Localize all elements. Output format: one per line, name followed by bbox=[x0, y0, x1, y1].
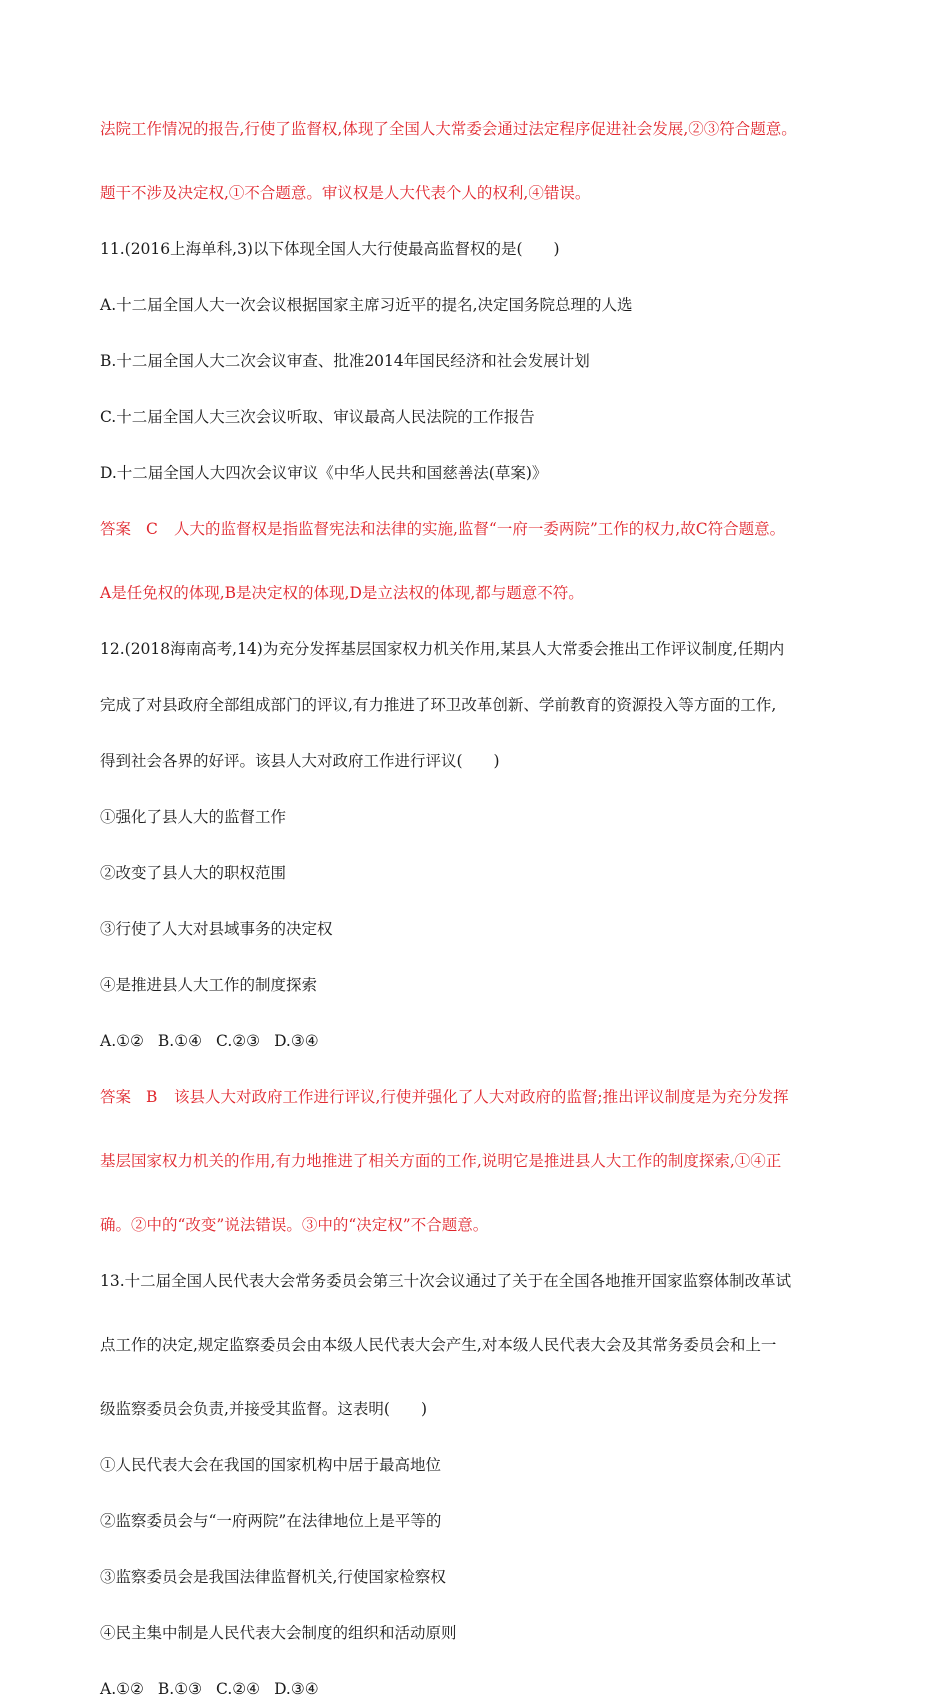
q13-statement-2: ②监察委员会与“一府两院”在法律地位上是平等的 bbox=[100, 1512, 442, 1530]
q12-answer bbox=[100, 1087, 880, 1107]
q12-choices bbox=[100, 1031, 880, 1051]
q11-stem: 11.(2016上海单科,3)以下体现全国人大行使最高监督权的是( ) bbox=[100, 240, 560, 258]
q12-answer-label: 答案 bbox=[100, 1088, 132, 1106]
q12-statement-2: ②改变了县人大的职权范围 bbox=[100, 864, 287, 882]
q12-explanation-3: 确。②中的“改变”说法错误。③中的“决定权”不合题意。 bbox=[100, 1216, 489, 1234]
q13-choice-a: A.①② bbox=[100, 1680, 144, 1698]
q12-answer-letter: B bbox=[146, 1088, 158, 1106]
q12-stem-3: 得到社会各界的好评。该县人大对政府工作进行评议( ) bbox=[100, 752, 500, 770]
prev-explanation-line-1: 法院工作情况的报告,行使了监督权,体现了全国人大常委会通过法定程序促进社会发展,②③符合题意。 bbox=[100, 120, 797, 138]
q13-statement-4: ④民主集中制是人民代表大会制度的组织和活动原则 bbox=[100, 1624, 457, 1642]
q13-statement-3: ③监察委员会是我国法律监督机关,行使国家检察权 bbox=[100, 1568, 446, 1586]
q12-explanation-2: 基层国家权力机关的作用,有力地推进了相关方面的工作,说明它是推进县人大工作的制度探索,①④正 bbox=[100, 1152, 782, 1170]
q12-stem-2: 完成了对县政府全部组成部门的评议,有力推进了环卫改革创新、学前教育的资源投入等方面的工作, bbox=[100, 696, 777, 714]
q11-answer-label: 答案 bbox=[100, 520, 132, 538]
q12-stem-1: 12.(2018海南高考,14)为充分发挥基层国家权力机关作用,某县人大常委会推出工作评议制度,任期内 bbox=[100, 640, 785, 658]
q11-explanation-1: 人大的监督权是指监督宪法和法律的实施,监督“一府一委两院”工作的权力,故C符合题意。 bbox=[174, 520, 786, 538]
q11-option-d: D.十二届全国人大四次会议审议《中华人民共和国慈善法(草案)》 bbox=[100, 464, 548, 482]
q11-option-c: C.十二届全国人大三次会议听取、审议最高人民法院的工作报告 bbox=[100, 408, 535, 426]
q12-statement-3: ③行使了人大对县域事务的决定权 bbox=[100, 920, 333, 938]
q11-answer bbox=[100, 519, 880, 539]
q13-stem-2: 点工作的决定,规定监察委员会由本级人民代表大会产生,对本级人民代表大会及其常务委员会和上一 bbox=[100, 1336, 777, 1354]
q12-choice-d: D.③④ bbox=[274, 1032, 319, 1050]
q12-choice-b: B.①④ bbox=[157, 1032, 203, 1050]
q13-statement-1: ①人民代表大会在我国的国家机构中居于最高地位 bbox=[100, 1456, 442, 1474]
q12-statement-4: ④是推进县人大工作的制度探索 bbox=[100, 976, 318, 994]
q13-choice-b: B.①③ bbox=[157, 1680, 203, 1698]
q13-choices bbox=[100, 1679, 880, 1699]
q12-explanation-1: 该县人大对政府工作进行评议,行使并强化了人大对政府的监督;推出评议制度是为充分发挥 bbox=[174, 1088, 789, 1106]
q13-stem-3: 级监察委员会负责,并接受其监督。这表明( ) bbox=[100, 1400, 428, 1418]
q13-choice-c: C.②④ bbox=[216, 1680, 261, 1698]
q11-option-b: B.十二届全国人大二次会议审查、批准2014年国民经济和社会发展计划 bbox=[100, 352, 590, 370]
q13-stem-1: 13.十二届全国人民代表大会常务委员会第三十次会议通过了关于在全国各地推开国家监察体制改革试 bbox=[100, 1272, 792, 1290]
q11-option-a: A.十二届全国人大一次会议根据国家主席习近平的提名,决定国务院总理的人选 bbox=[100, 296, 633, 314]
q12-choice-c: C.②③ bbox=[216, 1032, 261, 1050]
q11-answer-letter: C bbox=[146, 520, 158, 538]
q12-statement-1: ①强化了县人大的监督工作 bbox=[100, 808, 287, 826]
q13-choice-d: D.③④ bbox=[274, 1680, 319, 1698]
q12-choice-a: A.①② bbox=[100, 1032, 144, 1050]
prev-explanation-line-2: 题干不涉及决定权,①不合题意。审议权是人大代表个人的权利,④错误。 bbox=[100, 184, 591, 202]
document-page bbox=[100, 119, 880, 1699]
q11-explanation-2: A是任免权的体现,B是决定权的体现,D是立法权的体现,都与题意不符。 bbox=[100, 584, 584, 602]
